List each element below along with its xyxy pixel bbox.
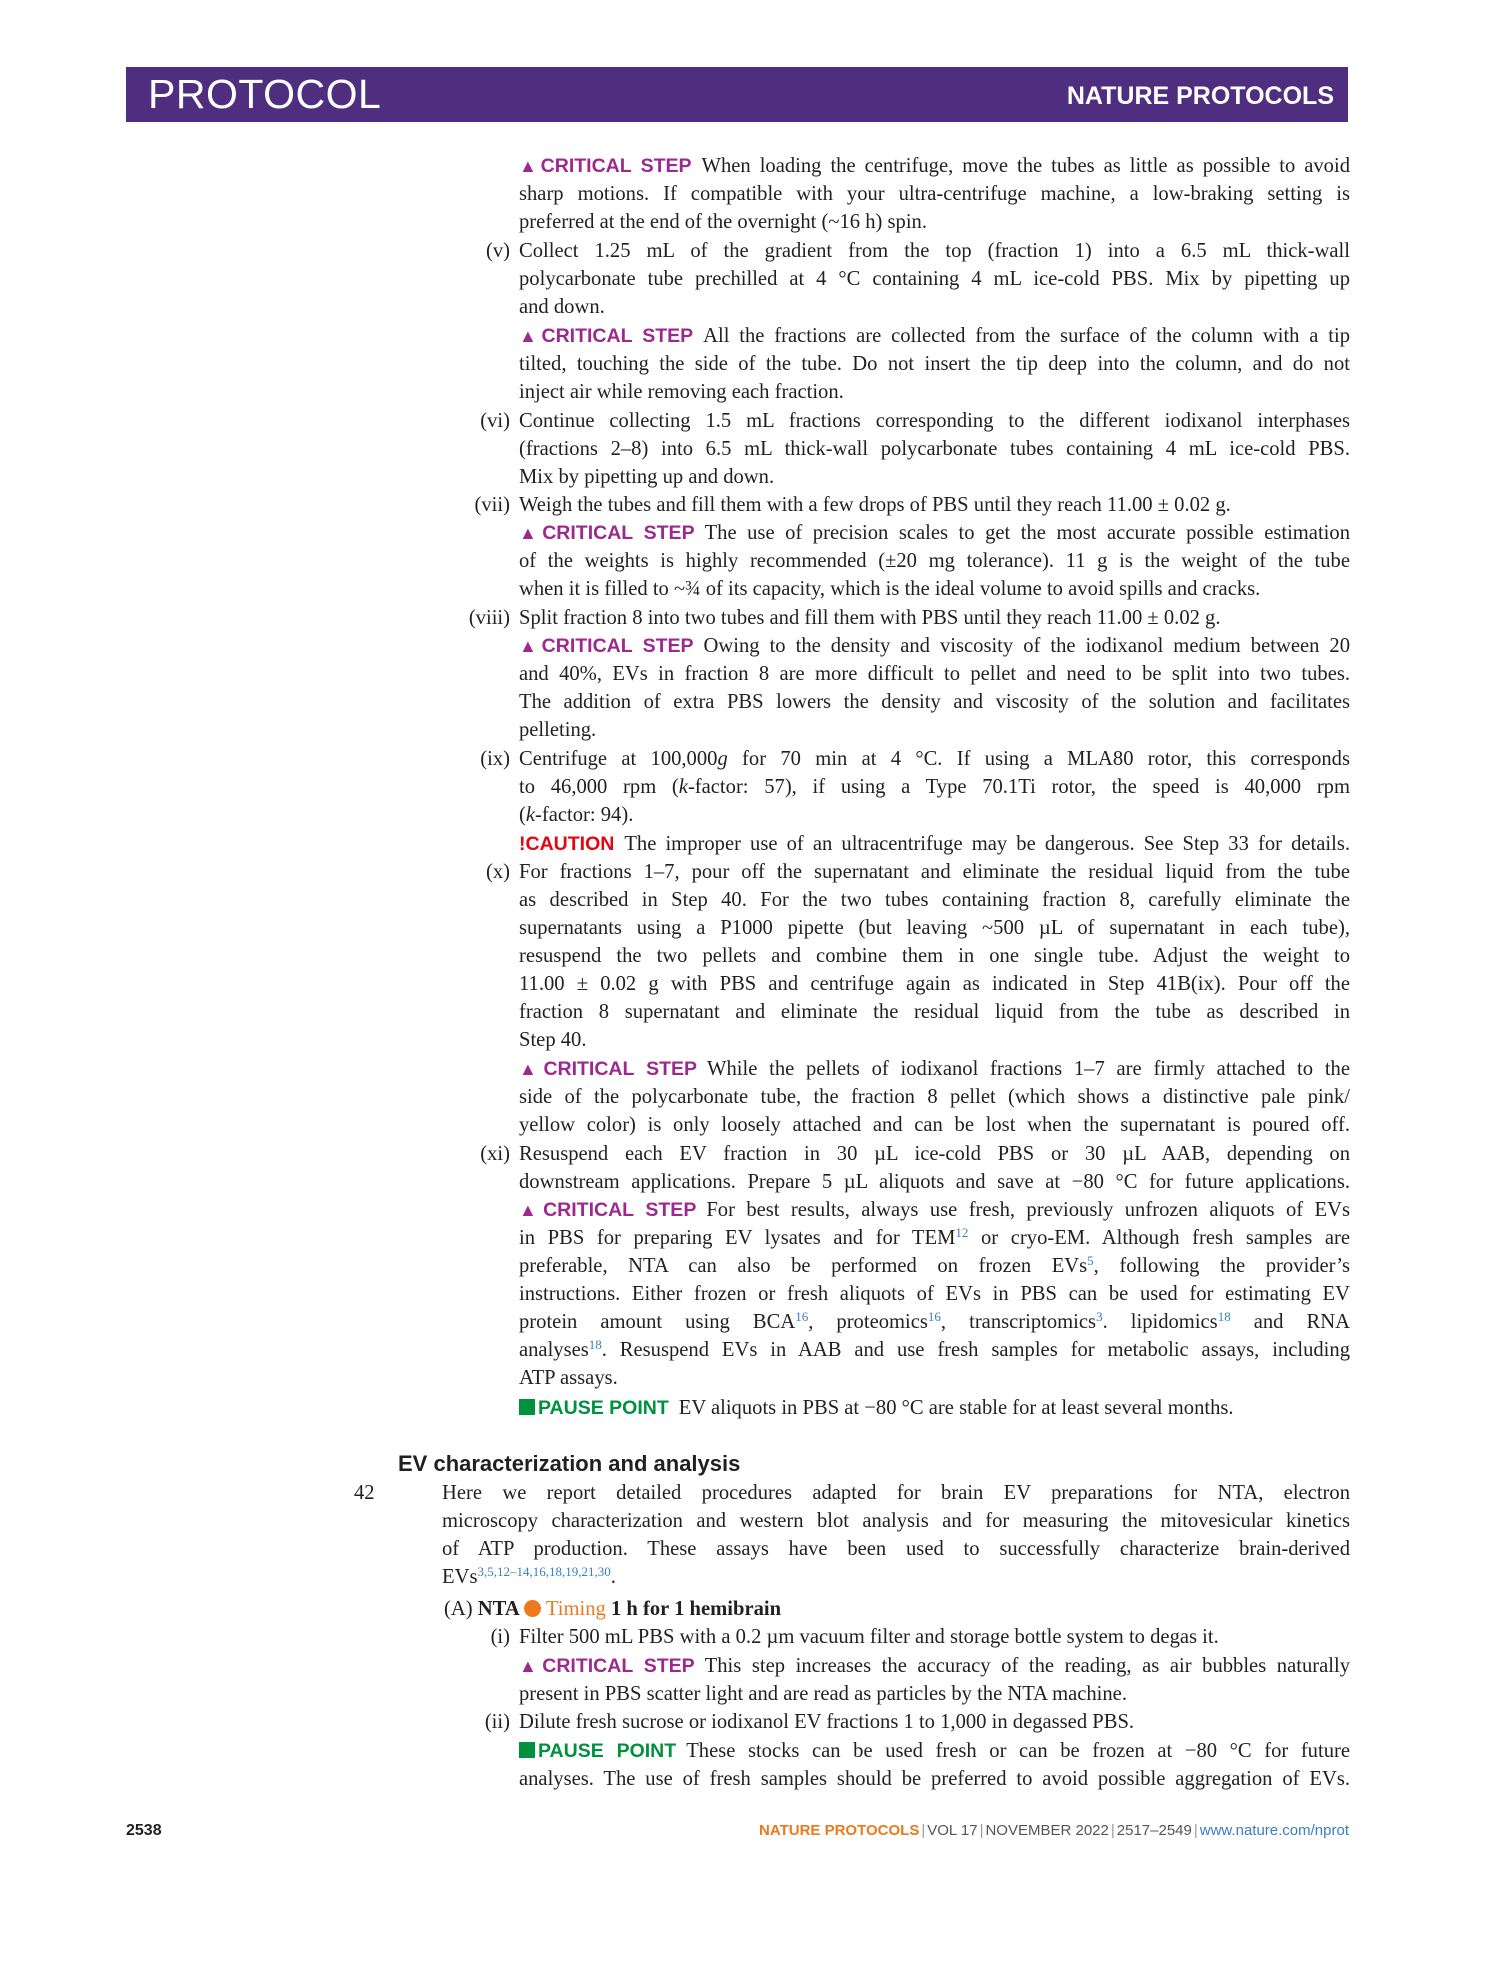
text-line: Weigh the tubes and fill them with a few drops of PBS until they reach 11.00 ± 0.02 g. [519, 494, 1231, 516]
text-line: ATP assays. [519, 1367, 618, 1389]
text-line: (fractions 2–8) into 6.5 mL thick-wall polycarbonate tubes containing 4 mL ice-cold PBS. [519, 438, 1350, 460]
text-line: polycarbonate tube prechilled at 4 °C containing 4 mL ice-cold PBS. Mix by pipetting up [519, 268, 1350, 290]
critical-step-line [519, 152, 1350, 180]
subsection-heading: (A) NTA Timing 1 h for 1 hemibrain [444, 1598, 782, 1620]
step-number: (x) [485, 861, 510, 883]
section-heading: EV characterization and analysis [398, 1451, 741, 1476]
warning-triangle-icon: ▲ [519, 1200, 544, 1220]
text-line: Continue collecting 1.5 mL fractions corresponding to the different iodixanol interphases [519, 410, 1350, 432]
text-line: downstream applications. Prepare 5 µL aliquots and save at −80 °C for future applications. [519, 1171, 1350, 1193]
page-header-bar [126, 67, 1348, 122]
critical-step-line [519, 1196, 1350, 1224]
page-number: 2538 [126, 1822, 162, 1839]
critical-step-line [519, 322, 1350, 350]
text-line: Centrifuge at 100,000g for 70 min at 4 °C. If using a MLA80 rotor, this corresponds [519, 748, 1350, 770]
text-line: present in PBS scatter light and are read as particles by the NTA machine. [519, 1683, 1127, 1705]
pause-square-icon [519, 1742, 535, 1758]
text-line: tilted, touching the side of the tube. Do not insert the tip deep into the column, and do not [519, 353, 1350, 375]
text-line: Step 40. [519, 1029, 587, 1051]
footer-pages: 2517–2549 [1116, 1822, 1192, 1839]
step-number: (ii) [484, 1711, 510, 1733]
text-line: fraction 8 supernatant and eliminate the residual liquid from the tube as described in [519, 1001, 1350, 1023]
warning-triangle-icon: ▲ [519, 1656, 543, 1676]
pause-point-label: PAUSE POINT [538, 1740, 677, 1762]
timing-clock-icon [524, 1600, 541, 1617]
footer-volume: VOL 17 [927, 1822, 978, 1839]
critical-step-label: CRITICAL STEP [542, 522, 695, 544]
text-line: pelleting. [519, 719, 597, 741]
citation-ref[interactable]: 16 [927, 1309, 941, 1324]
text-line: analyses. The use of fresh samples should be preferred to avoid possible aggregation of EVs. [519, 1768, 1350, 1790]
text-line: Split fraction 8 into two tubes and fill them with PBS until they reach 11.00 ± 0.02 g. [519, 607, 1221, 629]
text-line: These stocks can be used fresh or can be frozen at −80 °C for future [686, 1740, 1350, 1762]
text-line: microscopy characterization and western blot analysis and for measuring the mitovesicular kinetics [442, 1510, 1350, 1532]
critical-step-label: CRITICAL STEP [541, 635, 694, 657]
text-line: Filter 500 mL PBS with a 0.2 µm vacuum filter and storage bottle system to degas it. [519, 1626, 1219, 1648]
text-line: as described in Step 40. For the two tubes containing fraction 8, carefully eliminate the [519, 889, 1350, 911]
text-line: preferable, NTA can also be performed on frozen EVs$^5$, following the provider’s [519, 1253, 1350, 1277]
citation-ref[interactable]: 18 [588, 1337, 602, 1352]
pause-point-line [519, 1394, 1234, 1422]
text-line: All the fractions are collected from the surface of the column with a tip [703, 325, 1350, 347]
text-line: EV aliquots in PBS at −80 °C are stable for at least several months. [678, 1397, 1234, 1419]
text-line: 11.00 ± 0.02 g with PBS and centrifuge again as indicated in Step 41B(ix). Pour off the [519, 973, 1350, 995]
warning-triangle-icon: ▲ [519, 636, 542, 656]
text-line: The use of precision scales to get the most accurate possible estimation [704, 522, 1350, 544]
critical-step-label: CRITICAL STEP [543, 1058, 698, 1080]
step-number: (vii) [474, 494, 510, 516]
text-line: EVs$^{3,5,12-14,16,18,19,21,30}$. [442, 1564, 616, 1588]
pause-point-label: PAUSE POINT [538, 1397, 669, 1419]
timing-label: Timing [545, 1598, 606, 1620]
critical-step-line [519, 1652, 1350, 1680]
text-line: The improper use of an ultracentrifuge may be dangerous. See Step 33 for details. [624, 833, 1350, 855]
text-line: of the weights is highly recommended (±20 mg tolerance). 11 g is the weight of the tube [519, 550, 1350, 572]
text-line: Mix by pipetting up and down. [519, 466, 775, 488]
header-journal-name: NATURE PROTOCOLS [1066, 82, 1334, 110]
text-line: When loading the centrifuge, move the tubes as little as possible to avoid [701, 155, 1350, 177]
text-line: preferred at the end of the overnight (~16 h) spin. [519, 211, 928, 233]
pause-point-line [519, 1737, 1350, 1765]
warning-triangle-icon: ▲ [519, 1059, 544, 1079]
critical-step-label: CRITICAL STEP [542, 1655, 695, 1677]
step-number: (xi) [480, 1143, 510, 1165]
text-line: supernatants using a P1000 pipette (but leaving ~500 µL of supernatant in each tube), [519, 917, 1350, 939]
caution-exclamation-icon: ! [519, 833, 526, 855]
text-line: instructions. Either frozen or fresh aliquots of EVs in PBS can be used for estimating EV [519, 1283, 1350, 1305]
citation-ref[interactable]: 3 [1096, 1309, 1103, 1324]
step-number: (v) [485, 240, 510, 262]
text-line: For best results, always use fresh, previously unfrozen aliquots of EVs [706, 1199, 1350, 1221]
warning-triangle-icon: ▲ [519, 156, 541, 176]
caution-label: CAUTION [525, 833, 615, 855]
footer-journal: NATURE PROTOCOLS [759, 1822, 920, 1839]
citation-ref[interactable]: 5 [1087, 1253, 1094, 1268]
pause-square-icon [519, 1399, 535, 1415]
step-number: (viii) [468, 607, 510, 629]
critical-step-label: CRITICAL STEP [540, 155, 692, 177]
text-line: in PBS for preparing EV lysates and for TEM$^{12}$ or cryo-EM. Although fresh samples are [519, 1225, 1350, 1249]
text-line: to 46,000 rpm (k-factor: 57), if using a Type 70.1Ti rotor, the speed is 40,000 rpm [519, 776, 1350, 798]
text-line: This step increases the accuracy of the reading, as air bubbles naturally [704, 1655, 1350, 1677]
warning-triangle-icon: ▲ [519, 523, 543, 543]
citation-ref[interactable]: 18 [1217, 1309, 1231, 1324]
footer-url-link[interactable]: www.nature.com/nprot [1199, 1822, 1349, 1839]
text-line: (k-factor: 94). [519, 804, 634, 826]
text-line: Dilute fresh sucrose or iodixanol EV fractions 1 to 1,000 in degassed PBS. [519, 1711, 1135, 1733]
critical-step-line [519, 1055, 1350, 1083]
critical-step-label: CRITICAL STEP [543, 1199, 697, 1221]
footer-citation: NATURE PROTOCOLS | VOL 17 | NOVEMBER 2022 | 2517–2549 | www.nature.com/nprot [759, 1822, 1349, 1839]
caution-line [519, 830, 1350, 858]
text-line: sharp motions. If compatible with your ultra-centrifuge machine, a low-braking setting is [519, 183, 1350, 205]
step-number: (vi) [480, 410, 510, 432]
text-line: resuspend the two pellets and combine them in one single tube. Adjust the weight to [519, 945, 1350, 967]
text-line: While the pellets of iodixanol fractions 1–7 are firmly attached to the [707, 1058, 1350, 1080]
citation-ref[interactable]: 12 [955, 1225, 969, 1240]
step-number: (ix) [480, 748, 510, 770]
text-line: Owing to the density and viscosity of the iodixanol medium between 20 [703, 635, 1350, 657]
text-line: and 40%, EVs in fraction 8 are more difficult to pellet and need to be split into two tubes. [519, 663, 1350, 685]
text-line: inject air while removing each fraction. [519, 381, 844, 403]
text-line: Here we report detailed procedures adapted for brain EV preparations for NTA, electron [442, 1482, 1350, 1504]
citation-ref[interactable]: 16 [795, 1309, 809, 1324]
text-line: analyses$^{18}$. Resuspend EVs in AAB and use fresh samples for metabolic assays, including [519, 1337, 1350, 1361]
text-line: of ATP production. These assays have been used to successfully characterize brain-derived [442, 1538, 1350, 1560]
text-line: Collect 1.25 mL of the gradient from the top (fraction 1) into a 6.5 mL thick-wall [519, 240, 1350, 262]
critical-step-line [519, 632, 1350, 660]
text-line: protein amount using BCA$^{16}$, proteomics$^{16}$, transcriptomics$^3$. lipidomics$^{18}$ and RNA [519, 1309, 1350, 1333]
header-section-label: PROTOCOL [148, 71, 382, 117]
text-line: Resuspend each EV fraction in 30 µL ice-cold PBS or 30 µL AAB, depending on [519, 1143, 1350, 1165]
citation-ref[interactable]: 3,5,12–14,16,18,19,21,30 [477, 1564, 611, 1579]
text-line: yellow color) is only loosely attached and can be lost when the supernatant is poured off. [519, 1114, 1350, 1136]
text-line: The addition of extra PBS lowers the density and viscosity of the solution and facilitates [519, 691, 1350, 713]
text-line: and down. [519, 296, 605, 318]
text-line: when it is filled to ~¾ of its capacity, which is the ideal volume to avoid spills and cracks. [519, 578, 1261, 600]
critical-step-label: CRITICAL STEP [541, 325, 694, 347]
text-line: side of the polycarbonate tube, the fraction 8 pellet (which shows a distinctive pale pink/ [519, 1086, 1350, 1108]
critical-step-line [519, 519, 1350, 547]
step-number: 42 [354, 1482, 375, 1504]
warning-triangle-icon: ▲ [519, 326, 542, 346]
text-line: For fractions 1–7, pour off the supernatant and eliminate the residual liquid from the tube [519, 861, 1350, 883]
footer-date: NOVEMBER 2022 [985, 1822, 1109, 1839]
step-number: (i) [490, 1626, 510, 1648]
